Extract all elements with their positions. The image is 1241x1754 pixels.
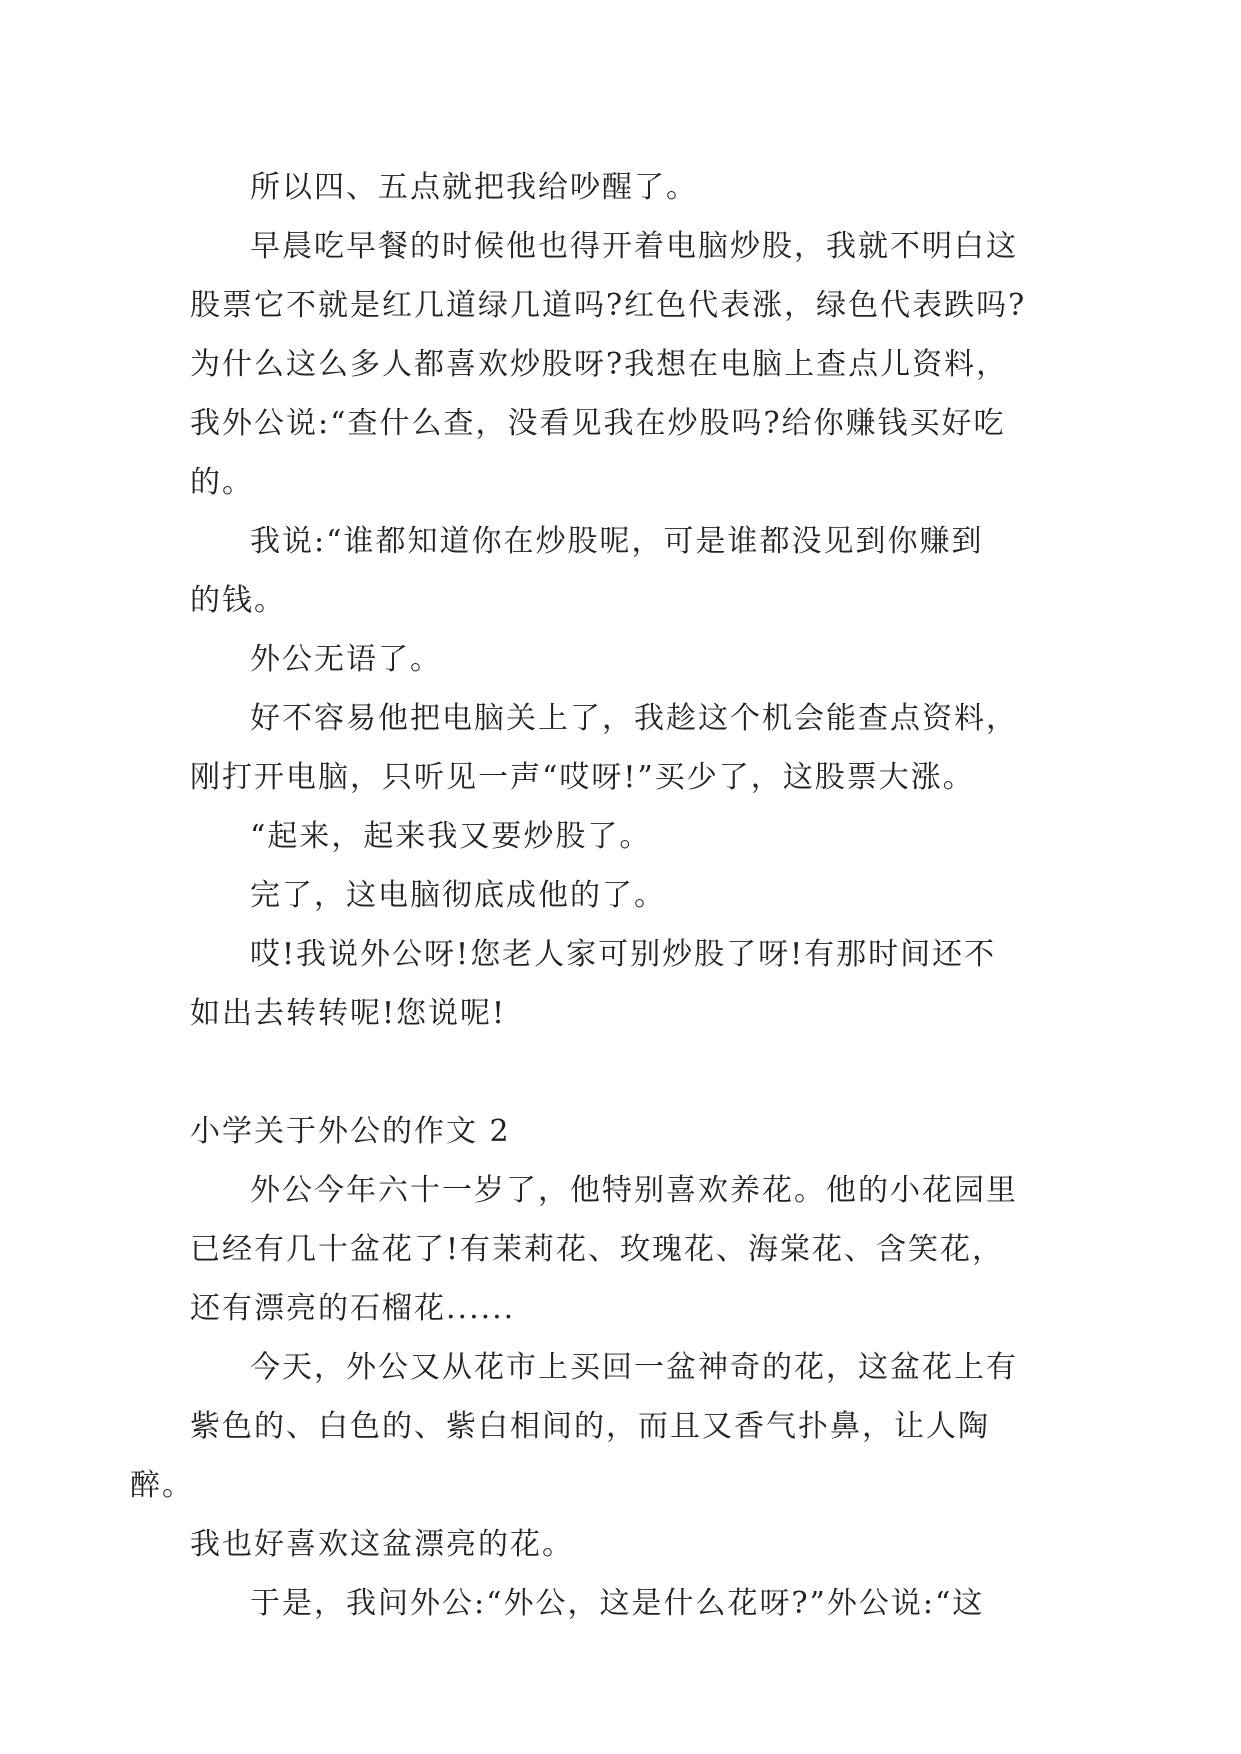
text-line: 早晨吃早餐的时候他也得开着电脑炒股，我就不明白这 bbox=[250, 229, 1018, 264]
text-line: 我说:“谁都知道你在炒股呢，可是谁都没见到你赚到 bbox=[250, 524, 984, 559]
section-heading: 小学关于外公的作文 2 bbox=[190, 1114, 511, 1149]
text-line: 为什么这么多人都喜欢炒股呀?我想在电脑上查点儿资料， bbox=[190, 347, 1009, 382]
paragraph-9 bbox=[190, 1161, 1050, 1338]
text-line: 已经有几十盆花了!有茉莉花、玫瑰花、海棠花、含笑花， bbox=[190, 1232, 1005, 1267]
paragraph-6 bbox=[190, 807, 1050, 866]
paragraph-2 bbox=[190, 217, 1050, 512]
paragraph-1 bbox=[190, 158, 1050, 217]
paragraph-7 bbox=[190, 866, 1050, 925]
text-line: 紫色的、白色的、紫白相间的，而且又香气扑鼻，让人陶醉。 bbox=[130, 1409, 990, 1503]
text-line: 完了，这电脑彻底成他的了。 bbox=[250, 878, 666, 913]
text-line: 我外公说:“查什么查，没看见我在炒股吗?给你赚钱买好吃 bbox=[190, 406, 1006, 441]
document-body bbox=[130, 158, 1050, 1633]
text-line: 还有漂亮的石榴花...... bbox=[190, 1291, 516, 1326]
text-line: “起来，起来我又要炒股了。 bbox=[250, 819, 652, 854]
text-line: 外公无语了。 bbox=[250, 642, 442, 677]
text-line: 于是，我问外公:“外公，这是什么花呀?”外公说:“这 bbox=[250, 1586, 985, 1621]
text-line: 今天，外公又从花市上买回一盆神奇的花，这盆花上有 bbox=[250, 1350, 1018, 1385]
paragraph-4 bbox=[190, 630, 1050, 689]
text-line: 的。 bbox=[190, 465, 254, 500]
paragraph-8 bbox=[190, 925, 1050, 1043]
text-line: 股票它不就是红几道绿几道吗?红色代表涨，绿色代表跌吗? bbox=[190, 288, 1027, 323]
text-line: 刚打开电脑，只听见一声“哎呀!”买少了，这股票大涨。 bbox=[190, 760, 975, 795]
text-line: 的钱。 bbox=[190, 583, 286, 618]
text-line: 哎!我说外公呀!您老人家可别炒股了呀!有那时间还不 bbox=[250, 937, 997, 972]
text-line: 好不容易他把电脑关上了，我趁这个机会能查点资料， bbox=[250, 701, 1018, 736]
text-line: 如出去转转呢!您说呢! bbox=[190, 996, 507, 1031]
paragraph-11 bbox=[190, 1574, 1050, 1633]
paragraph-10 bbox=[130, 1338, 1050, 1574]
text-line: 所以四、五点就把我给吵醒了。 bbox=[250, 170, 698, 205]
paragraph-5 bbox=[190, 689, 1050, 807]
text-line: 外公今年六十一岁了，他特别喜欢养花。他的小花园里 bbox=[250, 1173, 1018, 1208]
text-line: 我也好喜欢这盆漂亮的花。 bbox=[190, 1527, 574, 1562]
paragraph-3 bbox=[190, 512, 1050, 630]
